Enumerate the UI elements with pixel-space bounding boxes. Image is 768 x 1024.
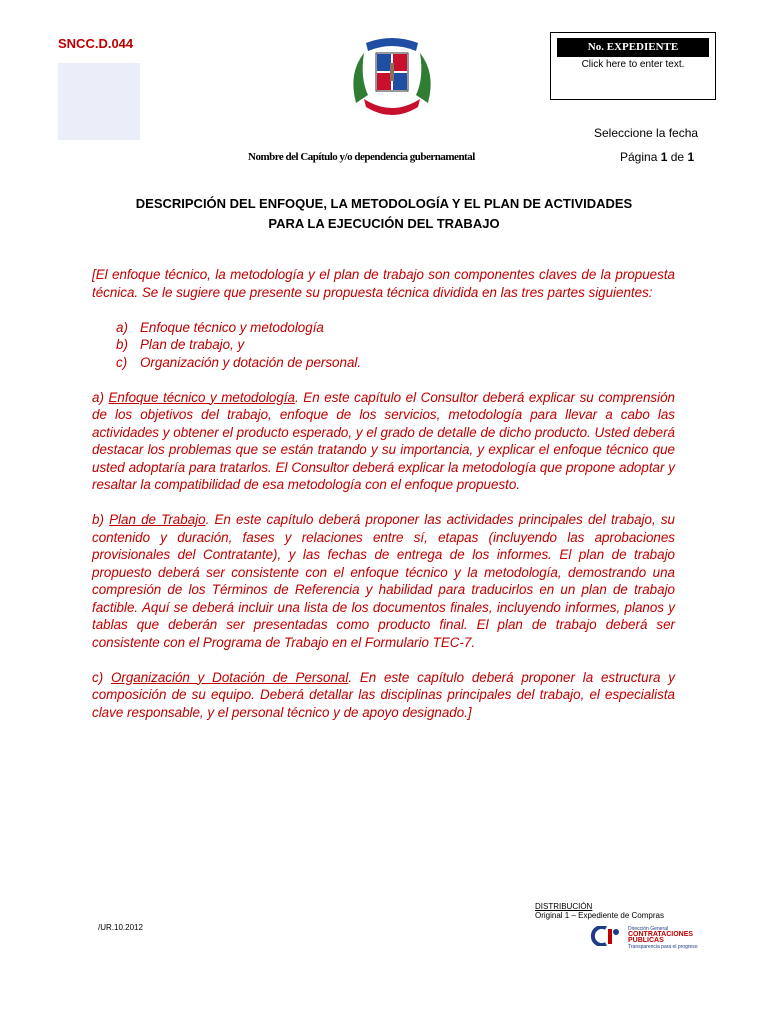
section-c-heading: Organización y Dotación de Personal <box>110 669 349 685</box>
title-line-2: PARA LA EJECUCIÓN DEL TRABAJO <box>268 216 500 231</box>
section-a-heading: Enfoque técnico y metodología <box>108 389 295 405</box>
document-title <box>0 194 768 234</box>
list-marker: a) <box>116 319 128 335</box>
intro-paragraph: [El enfoque técnico, la metodología y el plan de trabajo son componentes claves de la propuesta técnica. Se le sugiere que presente su propuesta técnica dividida en las tres partes siguientes: <box>92 267 675 300</box>
section-c-paragraph <box>92 669 675 722</box>
section-a-prefix: a) <box>92 389 109 405</box>
section-c-text: . En este capítulo deberá proponer la estructura y composición de su equipo. Deberá detallar las disciplinas principales del trabajo, el especialista clave responsable, y el personal técnico y de apoyo designado.] <box>92 669 675 720</box>
list-item <box>92 319 675 337</box>
form-code: SNCC.D.044 <box>58 36 134 51</box>
list-marker: b) <box>116 337 128 352</box>
section-b-prefix: b) <box>92 512 110 527</box>
section-b-paragraph <box>92 511 675 651</box>
list-item <box>92 354 675 372</box>
page-total: 1 <box>687 150 695 164</box>
dgcp-line-4: Transparencia para el progreso <box>628 944 698 950</box>
title-line-1: DESCRIPCIÓN DEL ENFOQUE, LA METODOLOGÍA Y EL PLAN DE ACTIVIDADES <box>135 196 633 211</box>
chapter-name-field[interactable]: Nombre del Capítulo y/o dependencia gubernamental <box>248 151 475 163</box>
revision-code: /UR.10.2012 <box>98 923 143 932</box>
distribution-line: Original 1 – Expediente de Compras <box>535 911 664 920</box>
institution-logo-placeholder[interactable] <box>58 63 140 140</box>
coat-of-arms-icon <box>346 33 438 123</box>
list-item-text: Enfoque técnico y metodología <box>140 319 324 335</box>
date-picker[interactable]: Seleccione la fecha <box>594 126 699 140</box>
dgcp-line-2: CONTRATACIONES <box>628 931 694 938</box>
distribution-block <box>535 902 664 920</box>
dgcp-logo-icon <box>590 926 624 946</box>
section-b-heading: Plan de Trabajo <box>109 512 206 527</box>
dgcp-logo <box>590 926 698 951</box>
section-a-paragraph <box>92 389 675 494</box>
page-current: 1 <box>660 150 668 164</box>
list-item-text: Organización y dotación de personal. <box>140 354 362 370</box>
page-of: de <box>670 150 685 164</box>
expediente-input[interactable]: Click here to enter text. <box>581 59 685 70</box>
expediente-label: No. EXPEDIENTE <box>557 38 709 57</box>
dgcp-line-3: PÚBLICAS <box>628 937 664 944</box>
section-c-prefix: c) <box>92 669 111 685</box>
section-b-text: . En este capítulo deberá proponer las actividades principales del trabajo, su contenido y duración, fases y relaciones entre sí, etapas (incluyendo las aprobaciones provisionales del Contratante), y las fechas de entrega de los informes. El plan de trabajo propuesto deberá ser consistente con el enfoque técnico y la metodología, demostrando una compresión de los Términos de Referencia y habilidad para traducirlos en un plan de trabajo factible. Aquí se deberá incluir una lista de los documentos finales, incluyendo informes, planos y tablas que deberán ser presentadas como producto final. El plan de trabajo deberá ser consistente con el Programa de Trabajo en el Formulario TEC-7. <box>92 512 675 650</box>
dgcp-line-1: Dirección General <box>628 926 669 932</box>
page-indicator <box>620 150 694 164</box>
expediente-box <box>550 32 716 100</box>
list-item <box>92 336 675 354</box>
dgcp-logo-text <box>628 926 708 950</box>
list-marker: c) <box>116 354 128 370</box>
page-label: Página <box>620 150 658 164</box>
instructions-body <box>92 266 675 739</box>
distribution-title: DISTRIBUCIÓN <box>535 902 593 911</box>
list-item-text: Plan de trabajo, y <box>140 337 245 352</box>
parts-list <box>92 319 675 372</box>
section-a-text: . En este capítulo el Consultor deberá explicar su comprensión de los objetivos del trabajo, enfoque de los servicios, metodología para llevar a cabo las actividades y obtener el producto esperado, y el grado de detalle de dicho producto. Usted deberá destacar los problemas que se están tratando y su importancia, y explicar el enfoque técnico que usted adoptaría para tratarlos. El Consultor deberá explicar la metodología que propone adoptar y resaltar la compatibilidad de esa metodología con el enfoque propuesto. <box>92 389 675 492</box>
